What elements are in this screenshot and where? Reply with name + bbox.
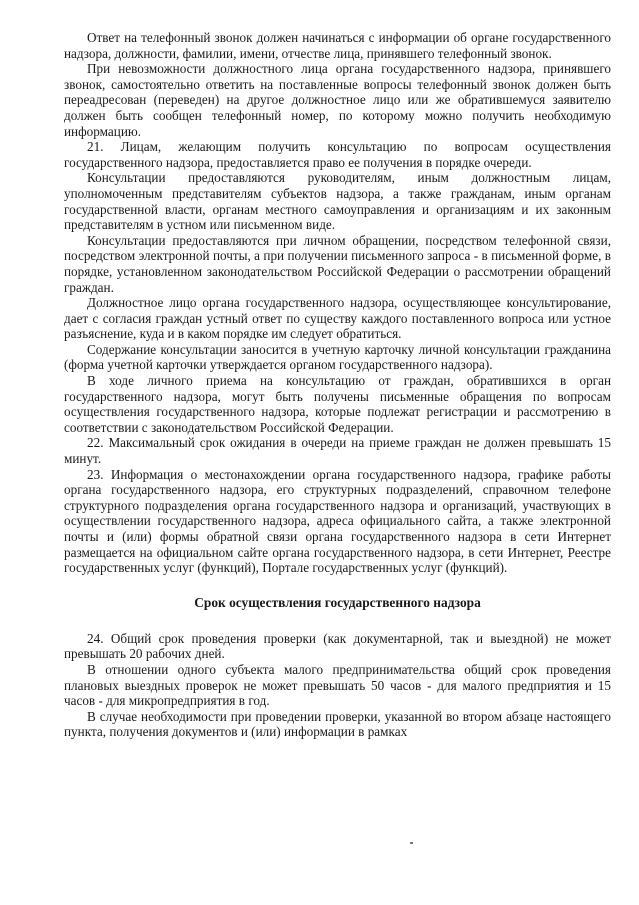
paragraph-23: 23. Информация о местонахождении органа государственного надзора, графике работы органа государственного надзора, его структурных подразделений, справочном телефоне структурного подразделения органа государственного надзора и организаций, участвующих в осуществлении государственного надзора, адреса официального сайта, а также электронной почты и (или) формы обратной связи органа государственного надзора в сети Интернет размещается на официальном сайте органа государственного надзора, в сети Интернет, Реестре государственных услуг (функций), Портале государственных услуг (функций). [64, 466, 611, 576]
scan-mark [410, 842, 413, 844]
paragraph-consult-oral-answer: Должностное лицо органа государственного надзора, осуществляющее консультирование, дает с согласия граждан устный ответ по существу каждого поставленного вопроса или устное разъяснение, куда и в каком порядке им следует обратиться. [64, 295, 611, 342]
paragraph-small-business: В отношении одного субъекта малого предпринимательства общий срок проведения плановых выездных проверок не может превышать 50 часов - для малого предприятия и 15 часов - для микропредприятия в год. [64, 661, 611, 709]
paragraph-22: 22. Максимальный срок ожидания в очереди на приеме граждан не должен превышать 15 минут. [64, 435, 611, 467]
section-heading: Срок осуществления государственного надзора [194, 594, 481, 610]
paragraph-documents-request: В случае необходимости при проведении проверки, указанной во втором абзаце настоящего пункта, получения документов и (или) информации в рамках [64, 708, 611, 740]
paragraph-21: 21. Лицам, желающим получить консультацию по вопросам осуществления государственного надзора, предоставляется право ее получения в порядке очереди. [64, 139, 611, 170]
paragraph-call-answer: Ответ на телефонный звонок должен начинаться с информации об органе государственного надзора, должности, фамилии, имени, отчестве лица, принявшего телефонный звонок. [64, 30, 611, 61]
paragraph-call-redirect: При невозможности должностного лица органа государственного надзора, принявшего звонок, самостоятельно ответить на поставленные вопросы телефонный звонок должен быть переадресован (переведен) на другое должностное лицо или же обратившемуся заявителю должен быть сообщен телефонный номер, по которому можно получить необходимую информацию. [64, 61, 611, 139]
paragraph-consult-card: Содержание консультации заносится в учетную карточку личной консультации гражданина (форма учетной карточки утверждается органом государственного надзора). [64, 341, 611, 373]
paragraph-consult-channels: Консультации предоставляются при личном обращении, посредством телефонной связи, посредством электронной почты, а при получении письменного запроса - в письменной форме, в порядке, установленном законодательством Российской Федерации о рассмотрении обращений граждан. [64, 232, 611, 295]
paragraph-24: 24. Общий срок проведения проверки (как документарной, так и выездной) не может превышать 20 рабочих дней. [64, 630, 611, 662]
paragraph-written-appeals: В ходе личного приема на консультацию от граждан, обратившихся в орган государственного надзора, могут быть получены письменные обращения по вопросам осуществления государственного надзора, которые подлежат регистрации и рассмотрению в соответствии с законодательством Российской Федерации. [64, 373, 611, 435]
paragraph-consult-recipients: Консультации предоставляются руководителям, иным должностным лицам, уполномоченным представителям субъектов надзора, а также гражданам, иным органам государственной власти, органам местного самоуправления и организациям и их законным представителям в устном или письменном виде. [64, 170, 611, 233]
